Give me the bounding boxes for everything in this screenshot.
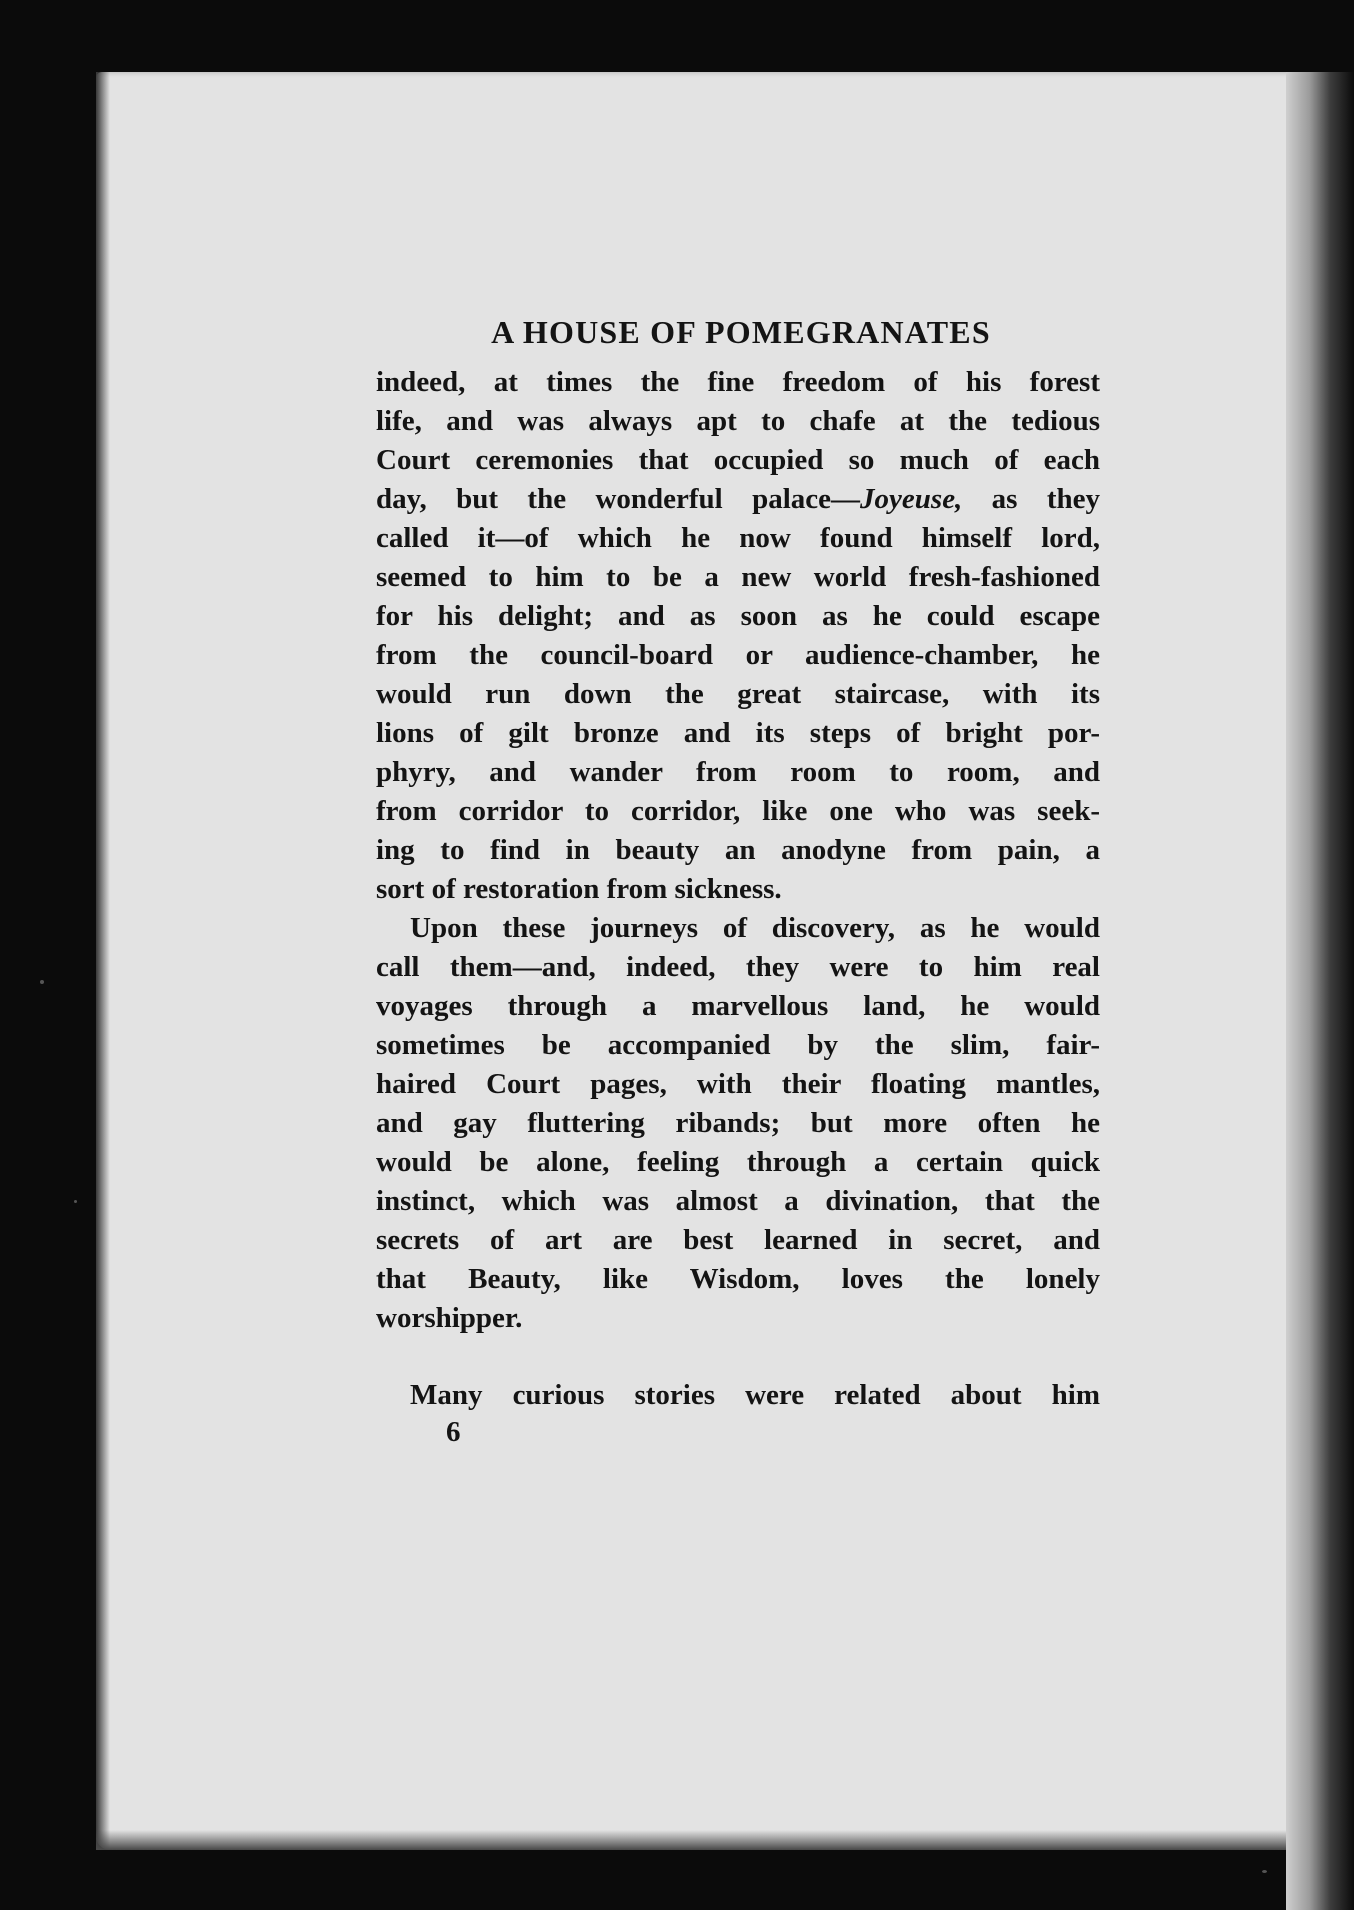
page-edge-shadow xyxy=(96,72,110,1850)
scan-speck xyxy=(40,980,44,984)
text-line: indeed, at times the fine freedom of his forest xyxy=(376,366,1100,398)
running-head: A HOUSE OF POMEGRANATES xyxy=(491,314,991,350)
text-line: ing to find in beauty an anodyne from pain, a xyxy=(376,834,1100,866)
text-line: Many curious stories were related about him xyxy=(410,1379,1100,1411)
text-line: from corridor to corridor, like one who was seek- xyxy=(376,795,1100,827)
paragraph-2 xyxy=(376,909,1100,1338)
text-line: worshipper. xyxy=(376,1302,523,1334)
book-gutter xyxy=(1286,72,1354,1910)
text-segment: as they xyxy=(962,483,1100,515)
text-line: sometimes be accompanied by the slim, fair- xyxy=(376,1029,1100,1061)
page-text-block xyxy=(376,300,1100,1452)
text-line: instinct, which was almost a divination, that the xyxy=(376,1185,1100,1217)
page-number: 6 xyxy=(446,1416,461,1448)
text-line: call them—and, indeed, they were to him real xyxy=(376,951,1100,983)
text-line: Upon these journeys of discovery, as he would xyxy=(410,912,1100,944)
text-line: phyry, and wander from room to room, and xyxy=(376,756,1100,788)
paragraph-3 xyxy=(376,1376,1100,1415)
scan-speck xyxy=(74,1200,77,1203)
text-line: would run down the great staircase, with its xyxy=(376,678,1100,710)
text-line: seemed to him to be a new world fresh-fashioned xyxy=(376,561,1100,593)
text-line: Court ceremonies that occupied so much of each xyxy=(376,444,1100,476)
text-line-with-italic xyxy=(376,480,1100,519)
italic-word: Joyeuse, xyxy=(860,483,963,515)
text-line: lions of gilt bronze and its steps of bright por- xyxy=(376,717,1100,749)
text-line: sort of restoration from sickness. xyxy=(376,873,782,905)
paragraph-gap xyxy=(376,1338,1100,1376)
text-line: voyages through a marvellous land, he would xyxy=(376,990,1100,1022)
scan-speck xyxy=(1262,1870,1267,1873)
text-line: for his delight; and as soon as he could escape xyxy=(376,600,1100,632)
text-line: from the council-board or audience-chamber, he xyxy=(376,639,1100,671)
paragraph-1 xyxy=(376,363,1100,909)
text-line: would be alone, feeling through a certain quick xyxy=(376,1146,1100,1178)
text-line: secrets of art are best learned in secret, and xyxy=(376,1224,1100,1256)
text-line: life, and was always apt to chafe at the tedious xyxy=(376,405,1100,437)
text-line: haired Court pages, with their floating mantles, xyxy=(376,1068,1100,1100)
page-bottom-shadow xyxy=(96,1830,1306,1850)
text-line: called it—of which he now found himself lord, xyxy=(376,522,1100,554)
text-line: and gay fluttering ribands; but more often he xyxy=(376,1107,1100,1139)
text-segment: day, but the wonderful palace— xyxy=(376,483,861,515)
text-line: that Beauty, like Wisdom, loves the lonely xyxy=(376,1263,1100,1295)
